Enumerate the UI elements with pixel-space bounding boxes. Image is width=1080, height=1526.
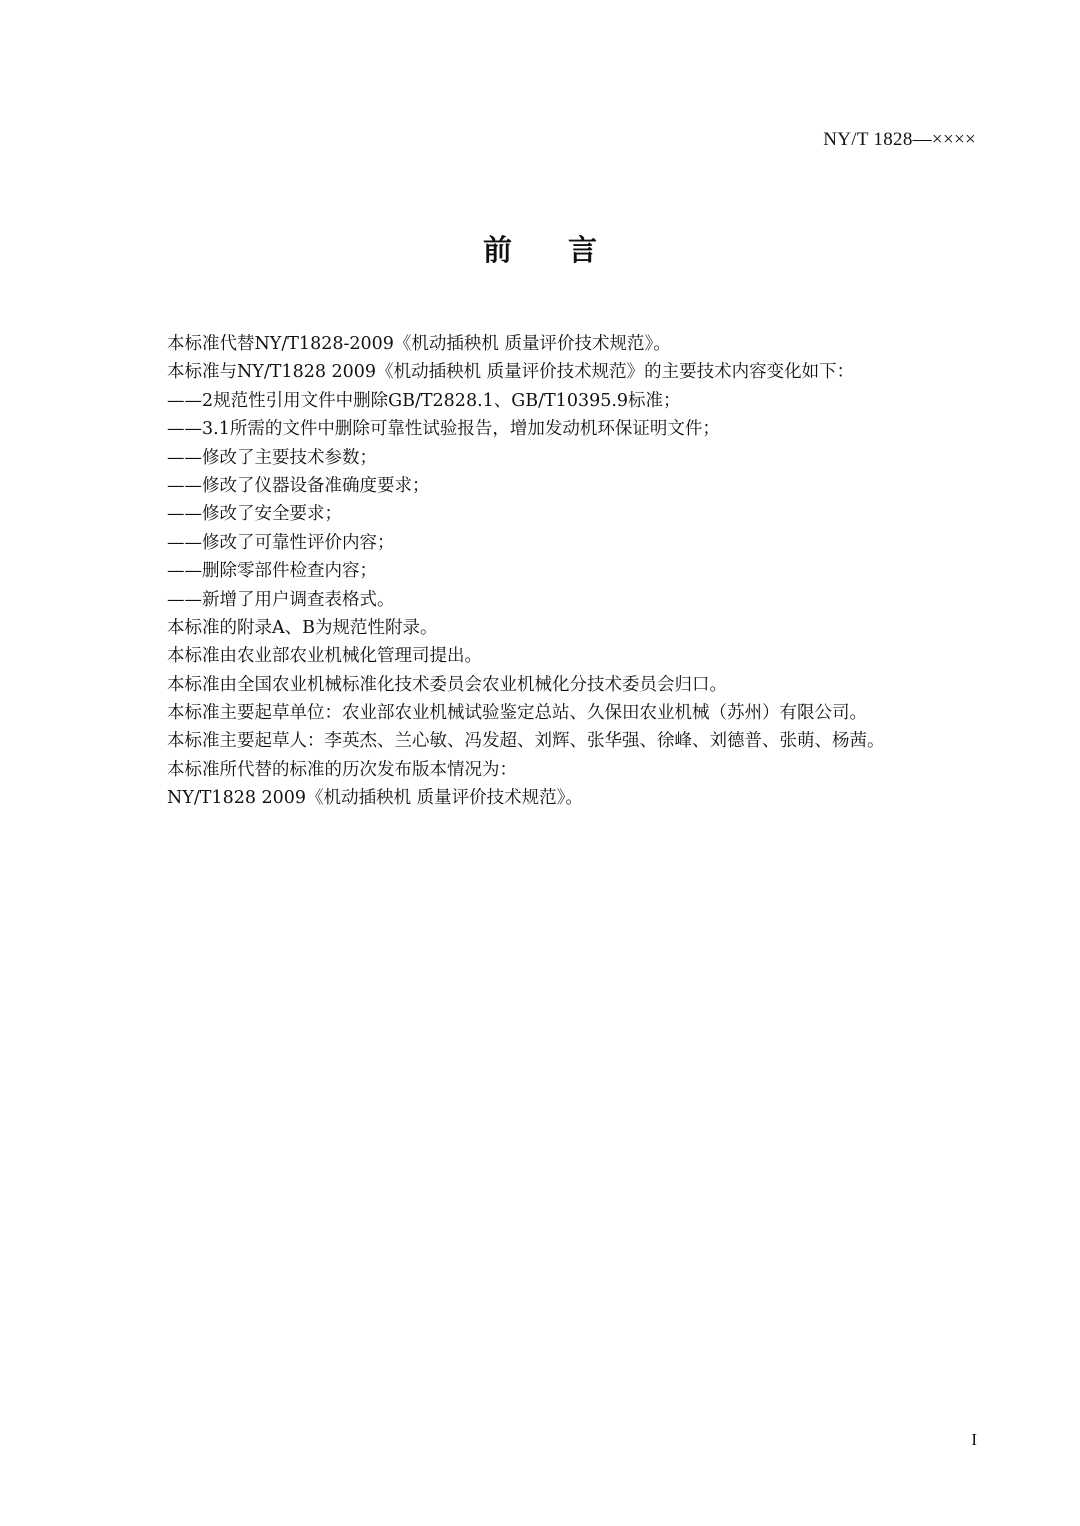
- change-item: ——修改了主要技术参数；: [167, 447, 377, 468]
- preface-line: 本标准由全国农业机械标准化技术委员会农业机械化分技术委员会归口。: [167, 674, 727, 695]
- preface-line: 本标准的附录A、B为规范性附录。: [167, 617, 438, 638]
- change-item: ——3.1所需的文件中删除可靠性试验报告，增加发动机环保证明文件；: [167, 419, 720, 440]
- change-item: ——修改了可靠性评价内容；: [167, 532, 395, 553]
- preface-line: 本标准所代替的标准的历次发布版本情况为：: [167, 759, 517, 780]
- document-code: NY/T 1828—××××: [823, 129, 976, 150]
- preface-line: 本标准主要起草单位：农业部农业机械试验鉴定总站、久保田农业机械（苏州）有限公司。: [167, 703, 867, 724]
- preface-line: 本标准由农业部农业机械化管理司提出。: [167, 646, 482, 667]
- preface-body: [167, 330, 987, 813]
- change-item: ——修改了安全要求；: [167, 504, 342, 525]
- page-number: I: [971, 1430, 977, 1449]
- change-item: ——2规范性引用文件中删除GB/T2828.1、GB/T10395.9标准；: [167, 390, 681, 411]
- change-item: ——修改了仪器设备准确度要求；: [167, 475, 430, 496]
- preface-line: NY/T1828 2009《机动插秧机 质量评价技术规范》。: [167, 788, 583, 809]
- change-item: ——新增了用户调查表格式。: [167, 589, 395, 610]
- page-title: 前言: [482, 233, 653, 267]
- preface-line: 本标准主要起草人：李英杰、兰心敏、冯发超、刘辉、张华强、徐峰、刘德普、张萌、杨茜。: [167, 731, 885, 752]
- preface-line: 本标准与NY/T1828 2009《机动插秧机 质量评价技术规范》的主要技术内容变化如下：: [167, 362, 855, 383]
- preface-line: 本标准代替NY/T1828-2009《机动插秧机 质量评价技术规范》。: [167, 334, 671, 354]
- change-item: ——删除零部件检查内容；: [167, 561, 377, 582]
